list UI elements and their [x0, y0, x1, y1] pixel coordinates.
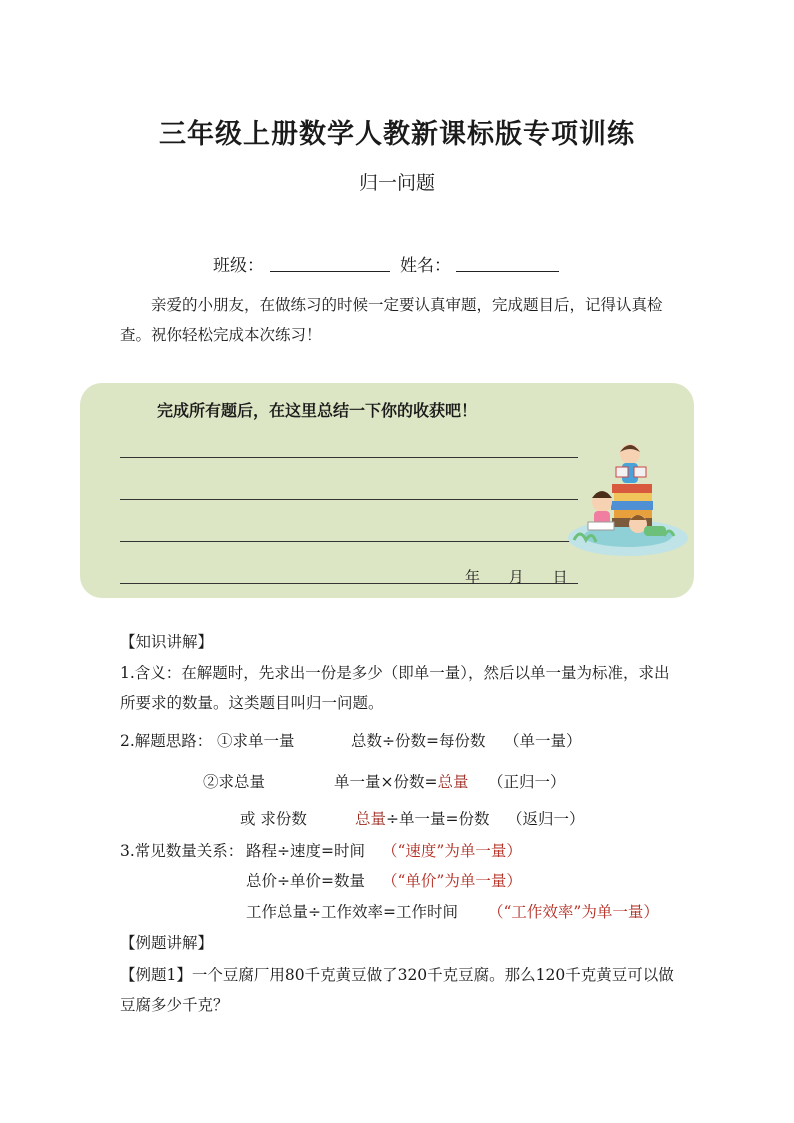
- name-blank[interactable]: [456, 253, 559, 272]
- summary-prompt: 完成所有题后，在这里总结一下你的收获吧！: [157, 401, 478, 420]
- step-1-label: ①求单一量: [217, 732, 295, 750]
- page-subtitle: 归一问题: [358, 172, 435, 194]
- relation-2-note: （“单价”为单一量）: [382, 872, 522, 890]
- step-3-note: （返归一）: [507, 810, 585, 828]
- relation-2: 总价÷单价=数量: [246, 872, 365, 890]
- knowledge-item-2-label: 2.解题思路：: [120, 732, 213, 750]
- reading-kids-illustration: [560, 436, 690, 561]
- step-2-formula: [334, 772, 469, 792]
- class-blank[interactable]: [270, 253, 390, 272]
- step-1-note: （单一量）: [504, 732, 582, 750]
- month-label: 月: [508, 568, 524, 586]
- day-label: 日: [552, 568, 568, 586]
- step-3-formula-highlight: 总量: [355, 810, 387, 828]
- step-3-formula-main: ÷单一量=份数: [386, 810, 490, 828]
- step-2-formula-highlight: 总量: [437, 773, 469, 791]
- summary-date: [465, 566, 568, 587]
- year-label: 年: [465, 568, 481, 586]
- relation-3-note: （“工作效率”为单一量）: [488, 903, 659, 921]
- summary-line-3[interactable]: [120, 541, 578, 542]
- relation-3: 工作总量÷工作效率=工作时间: [246, 903, 458, 921]
- summary-line-2[interactable]: [120, 499, 578, 500]
- relation-1-note: （“速度”为单一量）: [382, 842, 522, 860]
- knowledge-item-1: 1.含义：在解题时，先求出一份是多少（即单一量），然后以单一量为标准，求出所要求的数量。这类题目叫归一问题。: [120, 664, 670, 712]
- knowledge-item-3-label: 3.常见数量关系：: [120, 842, 244, 860]
- step-1-formula: 总数÷份数=每份数: [351, 732, 486, 750]
- summary-line-1[interactable]: [120, 457, 578, 458]
- knowledge-heading: 【知识讲解】: [120, 633, 214, 651]
- step-3-label: 或 求份数: [240, 810, 307, 828]
- step-2-note: （正归一）: [488, 773, 566, 791]
- page-title: 三年级上册数学人教新课标版专项训练: [159, 119, 635, 150]
- step-3-formula: [355, 809, 490, 829]
- step-2-label: ②求总量: [203, 773, 266, 791]
- examples-heading: 【例题讲解】: [120, 934, 214, 952]
- example-1: 【例题1】一个豆腐厂用80千克黄豆做了320千克豆腐。那么120千克黄豆可以做豆腐多少千克？: [120, 966, 674, 1014]
- class-label: 班级：: [213, 256, 264, 276]
- name-label: 姓名：: [400, 256, 451, 276]
- relation-1: 路程÷速度=时间: [246, 842, 365, 860]
- step-2-formula-main: 单一量×份数=: [334, 773, 438, 791]
- intro-text: 亲爱的小朋友，在做练习的时候一定要认真审题，完成题目后，记得认真检查。祝你轻松完成本次练习！: [120, 296, 663, 344]
